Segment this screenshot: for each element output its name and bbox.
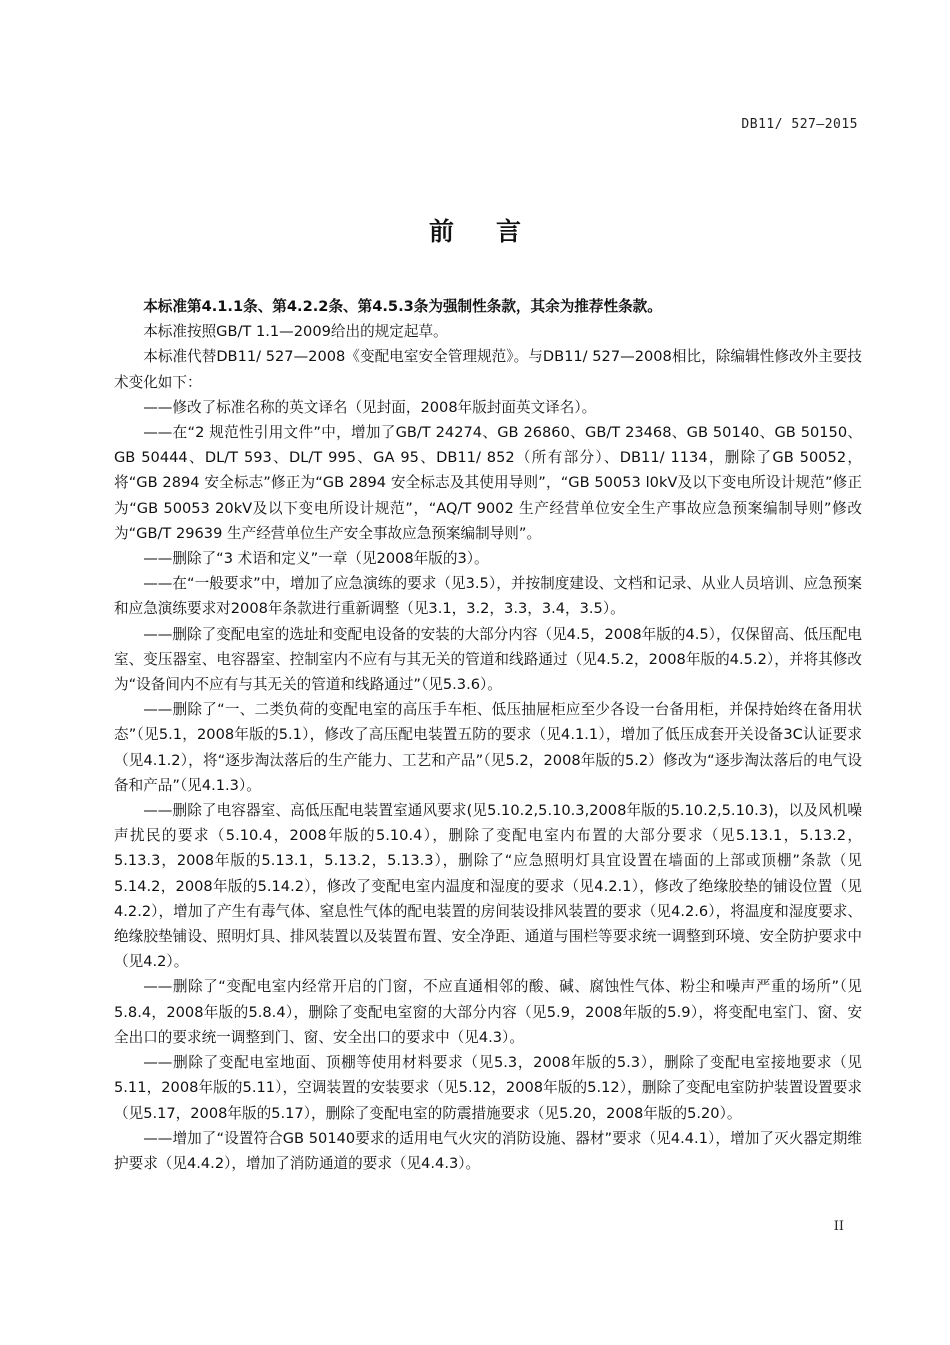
mandatory-clause-statement: 本标准第4.1.1条、第4.2.2条、第4.5.3条为强制性条款，其余为推荐性条款。 [143, 298, 662, 315]
change-item: ——删除了“3 术语和定义”一章（见2008年版的3）。 [143, 550, 489, 568]
page-number: II [833, 1219, 844, 1234]
change-item: ——删除了变配电室的选址和变配电设备的安装的大部分内容（见4.5，2008年版的4.5），仅保留高、低压配电室、变压器室、电容器室、控制室内不应有与其无关的管道和线路通过（见4.5.2，2008年版的4.5.2），并将其修改为“设备间内不应有与其无关的管道和线路通过”（见5.3.6）。 [114, 625, 862, 694]
paragraph: 本标准按照GB/T 1.1—2009给出的规定起草。 [143, 323, 448, 341]
change-item: ——修改了标准名称的英文译名（见封面，2008年版封面英文译名）。 [143, 398, 597, 416]
change-item: ——在“一般要求”中，增加了应急演练的要求（见3.5），并按制度建设、文档和记录、从业人员培训、应急预案和应急演练要求对2008年条款进行重新调整（见3.1，3.2，3.3，3.4，3.5）。 [114, 575, 862, 618]
change-item: ——删除了“变配电室内经常开启的门窗，不应直通相邻的酸、碱、腐蚀性气体、粉尘和噪声严重的场所”（见5.8.4，2008年版的5.8.4），删除了变配电室窗的大部分内容（见5.9，2008年版的5.9），将变配电室门、窗、安全出口的要求统一调整到门、窗、安全出口的要求中（见4.3）。 [114, 978, 862, 1046]
change-item: ——删除了“一、二类负荷的变配电室的高压手车柜、低压抽屉柜应至少各设一台备用柜，并保持始终在备用状态”（见5.1，2008年版的5.1），修改了高压配电装置五防的要求（见4.1.1），增加了低压成套开关设备3C认证要求（见4.1.2），将“逐步淘汰落后的生产能力、工艺和产品”（见5.2，2008年版的5.2）修改为“逐步淘汰落后的电气设备和产品”（见4.1.3）。 [114, 701, 862, 794]
change-item: ——删除了电容器室、高低压配电装置室通风要求(见5.10.2,5.10.3,2008年版的5.10.2,5.10.3)，以及风机噪声扰民的要求（5.10.4，2008年版的5.10.4），删除了变配电室内布置的大部分要求（见5.13.1，5.13.2，5.13.3，2008年版的5.13.1，5.13.2，5.13.3），删除了“应急照明灯具宜设置在墙面的上部或顶棚”条款（见5.14.2，2008年版的5.14.2），修改了变配电室内温度和湿度的要求（见4.2.1），修改了绝缘胶垫的铺设位置（见4.2.2），增加了产生有毒气体、窒息性气体的配电装置的房间装设排风装置的要求（见4.2.6），将温度和湿度要求、绝缘胶垫铺设、照明灯具、排风装置以及装置布置、安全净距、通道与围栏等要求统一调整到环境、安全防护要求中（见4.2）。 [114, 802, 862, 971]
paragraph: 本标准代替DB11/ 527—2008《变配电室安全管理规范》。与DB11/ 527—2008相比，除编辑性修改外主要技术变化如下： [114, 348, 862, 391]
change-item: ——增加了“设置符合GB 50140要求的适用电气火灾的消防设施、器材”要求（见4.4.1），增加了灭火器定期维护要求（见4.4.2），增加了消防通道的要求（见4.4.3）。 [114, 1129, 862, 1172]
page-title: 前言 [428, 217, 563, 246]
change-item: ——删除了变配电室地面、顶棚等使用材料要求（见5.3，2008年版的5.3），删除了变配电室接地要求（见5.11，2008年版的5.11），空调装置的安装要求（见5.12，2008年版的5.12），删除了变配电室防护装置设置要求（见5.17，2008年版的5.17），删除了变配电室的防震措施要求（见5.20，2008年版的5.20）。 [114, 1054, 862, 1122]
foreword-body [114, 294, 862, 1176]
change-item: ——在“2 规范性引用文件”中，增加了GB/T 24274、GB 26860、GB/T 23468、GB 50140、GB 50150、GB 50444、DL/T 593、DL/T 995、GA 95、DB11/ 852（所有部分）、DB11/ 1134，删除了GB 50052，将“GB 2894 安全标志”修正为“GB 2894 安全标志及其使用导则”，“GB 50053 l0kV及以下变电所设计规范”修正为“GB 50053 20kV及以下变电所设计规范”，“AQ/T 9002 生产经营单位安全生产事故应急预案编制导则”修改为“GB/T 29639 生产经营单位生产安全事故应急预案编制导则”。 [114, 424, 862, 542]
standard-code: DB11/ 527—2015 [741, 117, 858, 132]
